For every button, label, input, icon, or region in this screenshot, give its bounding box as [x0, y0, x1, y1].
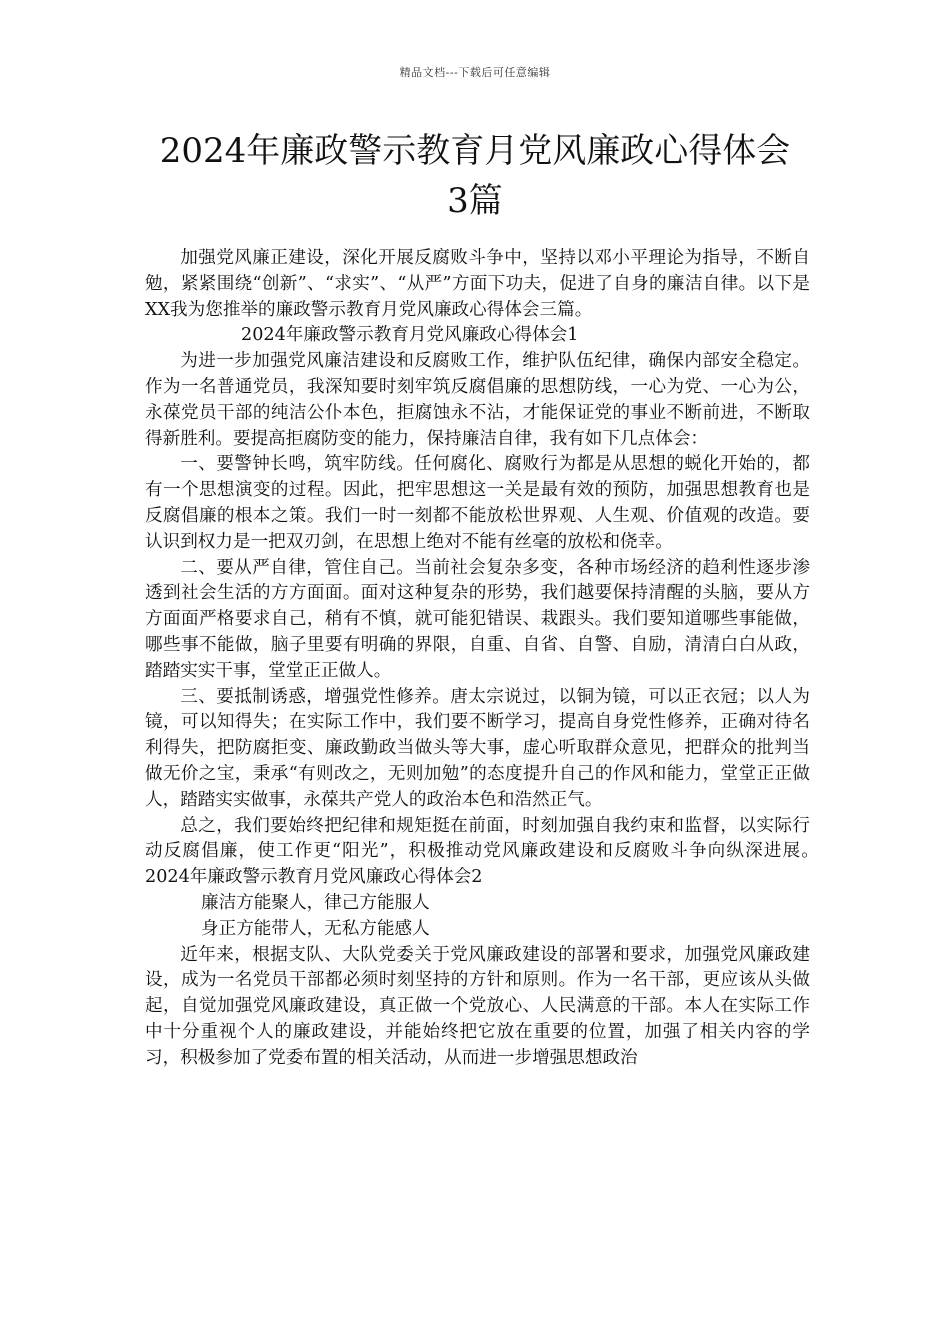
document-body — [145, 246, 846, 1072]
section-heading-1: 2024年廉政警示教育月党风廉政心得体会1 — [241, 325, 579, 346]
document-title — [100, 126, 850, 226]
body-paragraph-3: 二、要从严自律，管住自己。当前社会复杂多变，各种市场经济的趋利性逐步渗透到社会生活的方方面面。面对这种复杂的形势，我们越要保持清醒的头脑，要从方方面面严格要求自己，稍有不慎，就可能犯错误、栽跟头。我们要知道哪些事能做，哪些事不能做，脑子里要有明确的界限，自重、自省、自警、自励，清清白白从政，踏踏实实干事，堂堂正正做人。 — [145, 557, 810, 681]
body-paragraph-4: 三、要抵制诱惑，增强党性修养。唐太宗说过，以铜为镜，可以正衣冠；以人为镜，可以知得失；在实际工作中，我们要不断学习，提高自身党性修养，正确对待名利得失，把防腐拒变、廉政勤政当做头等大事，虚心听取群众意见，把群众的批判当做无价之宝，秉承“有则改之，无则加勉”的态度提升自己的作风和能力，堂堂正正做人，踏踏实实做事，永葆共产党人的政治本色和浩然正气。 — [145, 686, 810, 810]
body-paragraph-6: 近年来，根据支队、大队党委关于党风廉政建设的部署和要求，加强党风廉政建设，成为一名党员干部都必须时刻坚持的方针和原则。作为一名干部，更应该从头做起，自觉加强党风廉政建设，真正做一个党放心、人民满意的干部。本人在实际工作中十分重视个人的廉政建设，并能始终把它放在重要的位置，加强了相关内容的学习，积极参加了党委布置的相关活动，从而进一步增强思想政治 — [145, 944, 810, 1068]
intro-paragraph: 加强党风廉正建设，深化开展反腐败斗争中，坚持以邓小平理论为指导，不断自勉，紧紧围绕“创新”、“求实”、“从严”方面下功夫，促进了自身的廉洁自律。以下是XX我为您推举的廉政警示教育月党风廉政心得体会三篇。 — [145, 248, 810, 320]
body-paragraph-2: 一、要警钟长鸣，筑牢防线。任何腐化、腐败行为都是从思想的蜕化开始的，都有一个思想演变的过程。因此，把牢思想这一关是最有效的预防，加强思想教育也是反腐倡廉的根本之策。我们一时一刻都不能放松世界观、人生观、价值观的改造。要认识到权力是一把双刃剑，在思想上绝对不能有丝毫的放松和侥幸。 — [145, 454, 810, 552]
document-title-line-2: 3篇 — [447, 181, 503, 221]
document-title-line-1: 2024年廉政警示教育月党风廉政心得体会 — [159, 131, 791, 171]
body-paragraph-1: 为进一步加强党风廉洁建设和反腐败工作，维护队伍纪律，确保内部安全稳定。作为一名普通党员，我深知要时刻牢筑反腐倡廉的思想防线，一心为党、一心为公，永葆党员干部的纯洁公仆本色，拒腐蚀永不沾，才能保证党的事业不断前进，不断取得新胜利。要提高拒腐防变的能力，保持廉洁自律，我有如下几点体会： — [145, 351, 810, 449]
page-header-note: 精品文档---下载后可任意编辑 — [399, 66, 551, 79]
motto-line-2: 身正方能带人，无私方能感人 — [201, 918, 430, 939]
body-paragraph-5: 总之，我们要始终把纪律和规矩挺在前面，时刻加强自我约束和监督，以实际行动反腐倡廉，使工作更“阳光”，积极推动党风廉政建设和反腐败斗争向纵深进展。 2024年廉政警示教育月党风廉政心得体会2 — [145, 815, 846, 888]
motto-line-1: 廉洁方能聚人，律己方能服人 — [201, 892, 430, 913]
